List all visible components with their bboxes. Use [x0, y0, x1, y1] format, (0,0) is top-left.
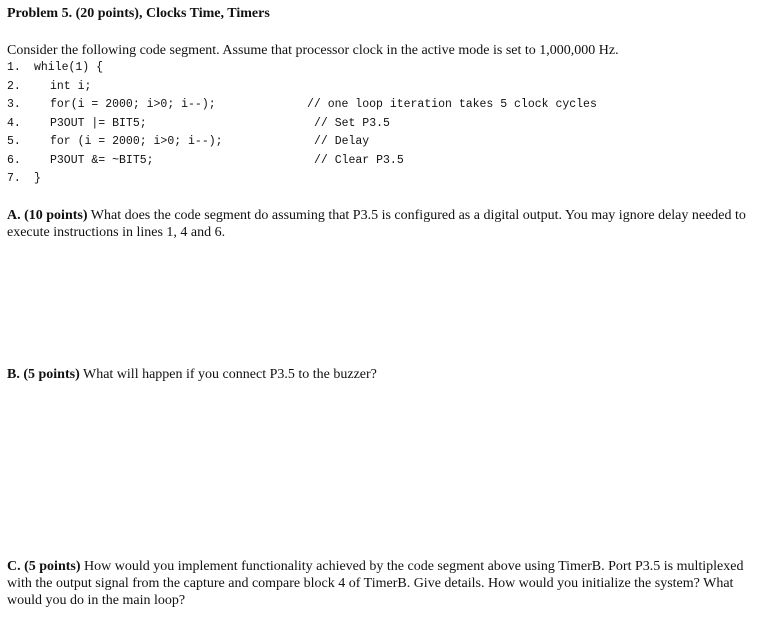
code-line: [7, 96, 597, 115]
code-statement: while(1) {: [34, 61, 104, 74]
code-comment: // Clear P3.5: [314, 153, 404, 167]
question-c: [7, 558, 767, 609]
question-a-label: A. (10 points): [7, 208, 88, 223]
code-statement: int i;: [50, 79, 92, 93]
code-line: [7, 78, 92, 97]
line-number: 5.: [7, 135, 21, 148]
code-line: [7, 115, 390, 134]
code-segment: [7, 59, 597, 189]
line-number: 3.: [7, 98, 21, 111]
problem-intro: Consider the following code segment. Assume that processor clock in the active mode is set to 1,000,000 Hz.: [7, 43, 619, 58]
line-number: 4.: [7, 116, 21, 130]
question-c-text: How would you implement functionality achieved by the code segment above using TimerB. Port P3.5 is multiplexed with the output signal from the capture and compare block 4 of TimerB. Give details. How would you initialize the system? What would you do in the main loop?: [7, 559, 744, 608]
question-b: [7, 366, 767, 383]
code-statement: P3OUT |= BIT5;: [50, 116, 147, 130]
code-line: [7, 170, 41, 189]
line-number: 7.: [7, 172, 21, 185]
code-line: [7, 152, 404, 171]
code-statement: P3OUT &= ~BIT5;: [50, 153, 154, 167]
problem-title: Problem 5. (20 points), Clocks Time, Timers: [7, 6, 270, 21]
question-a-text: What does the code segment do assuming that P3.5 is configured as a digital output. You may ignore delay needed to execute instructions in lines 1, 4 and 6.: [7, 208, 746, 240]
line-number: 2.: [7, 79, 21, 93]
code-comment: // Delay: [314, 135, 370, 148]
code-line: [7, 59, 104, 78]
question-a: [7, 207, 767, 241]
question-c-label: C. (5 points): [7, 559, 81, 574]
line-number: 1.: [7, 61, 21, 74]
line-number: 6.: [7, 153, 21, 167]
question-b-text: What will happen if you connect P3.5 to the buzzer?: [79, 367, 377, 382]
code-statement: for(i = 2000; i>0; i--);: [50, 98, 216, 111]
code-statement: }: [34, 172, 41, 185]
code-comment: // Set P3.5: [314, 116, 390, 130]
question-b-label: B. (5 points): [7, 367, 80, 382]
code-comment: // one loop iteration takes 5 clock cycles: [307, 98, 597, 111]
code-statement: for (i = 2000; i>0; i--);: [50, 135, 223, 148]
code-line: [7, 133, 370, 152]
